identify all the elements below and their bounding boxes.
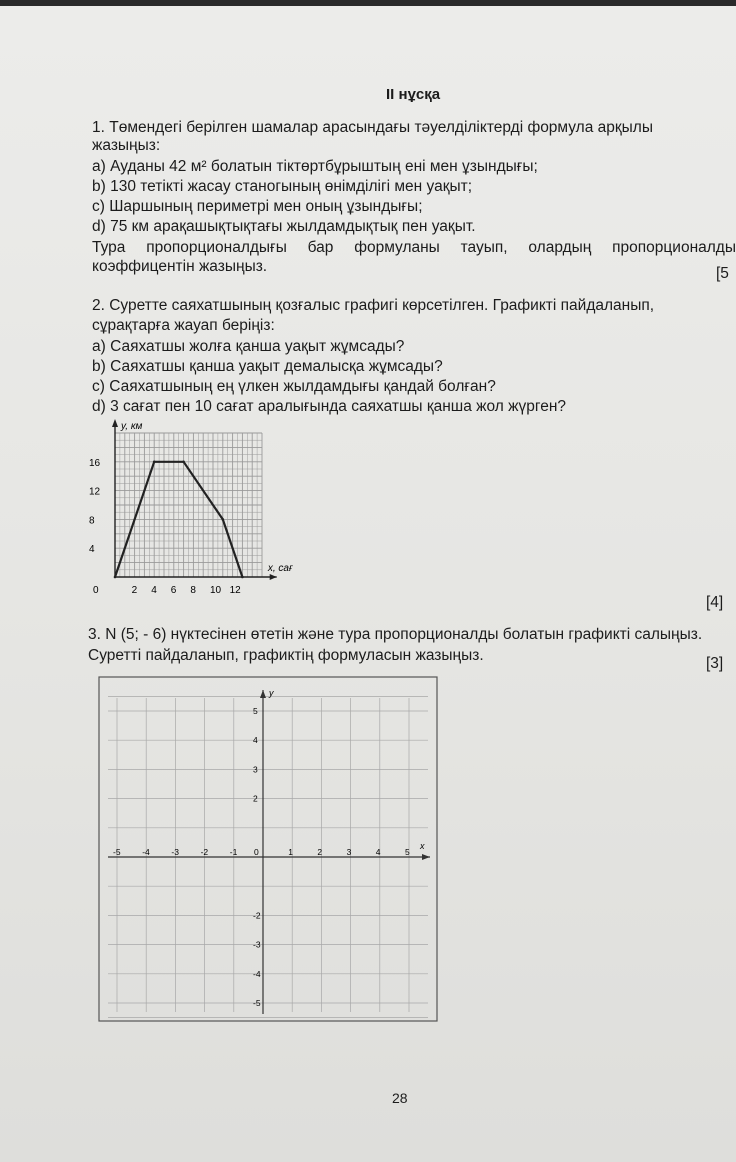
x-tick-label: 4 bbox=[151, 585, 157, 596]
y-tick-label: 16 bbox=[89, 457, 101, 469]
q2-item-a: a) Саяхатшы жолға қанша уақыт жұмсады? bbox=[92, 338, 405, 355]
q2-item-b: b) Саяхатшы қанша уақыт демалысқа жұмсады? bbox=[92, 358, 443, 375]
origin-label: 0 bbox=[254, 847, 259, 857]
y-axis-arrow bbox=[260, 690, 266, 698]
q1-line1: 1. Төмендегі берілген шамалар арасындағы тәуелділіктерді формула арқылы bbox=[92, 119, 653, 136]
q3-line1: 3. N (5; - 6) нүктесінен өтетін және тура пропорционалды болатын графикті салыңыз. bbox=[88, 626, 703, 643]
q1-task-word: олардың bbox=[528, 239, 592, 256]
data-point bbox=[182, 461, 185, 464]
q1-task-word: тауып, bbox=[460, 239, 508, 256]
q1-task-line2: коэффицентін жазыңыз. bbox=[92, 258, 268, 275]
q2-item-c: c) Саяхатшының ең үлкен жылдамдығы қандай болған? bbox=[92, 378, 496, 395]
coordinate-plane bbox=[98, 676, 438, 1022]
x-tick-label: -5 bbox=[113, 847, 121, 857]
q1-score: [5 bbox=[716, 265, 729, 282]
q1-task-word: формуланы bbox=[354, 239, 440, 256]
y-tick-label: -4 bbox=[253, 968, 261, 979]
x-tick-label: 6 bbox=[170, 585, 177, 596]
y-axis-label: y bbox=[269, 688, 274, 698]
travel-graph-svg bbox=[85, 415, 465, 605]
y-tick-label: 4 bbox=[253, 735, 258, 746]
x-axis-label: x, сағ bbox=[267, 563, 293, 574]
x-tick-label: 2 bbox=[131, 585, 138, 596]
variant-header: II нұсқа bbox=[386, 86, 441, 103]
x-tick-label: -1 bbox=[229, 847, 238, 857]
q1-task-word: Тура bbox=[92, 239, 126, 256]
x-axis-label: x bbox=[420, 841, 425, 851]
data-point bbox=[114, 576, 117, 579]
x-axis-arrow bbox=[422, 854, 430, 860]
q1-item-d: d) 75 км арақашықтықтағы жылдамдықтық пен уақыт. bbox=[92, 218, 476, 235]
q1-task-word: бар bbox=[307, 239, 334, 256]
x-tick-label: 4 bbox=[375, 847, 381, 857]
data-point bbox=[222, 518, 225, 521]
data-point bbox=[153, 461, 156, 464]
q3-score: [3] bbox=[706, 655, 724, 672]
coordinate-plane-svg bbox=[98, 676, 438, 1022]
q1-task-line bbox=[92, 238, 736, 257]
y-tick-label: 2 bbox=[253, 793, 258, 804]
q2-line1: 2. Суретте саяхатшының қозғалыс графигі көрсетілген. Графикті пайдаланып, bbox=[92, 297, 655, 314]
q2-score: [4] bbox=[706, 594, 724, 611]
y-tick-label: 5 bbox=[253, 706, 258, 716]
x-tick-label: -3 bbox=[171, 847, 179, 857]
y-tick-label: -3 bbox=[253, 939, 261, 950]
data-point bbox=[241, 576, 244, 579]
x-axis-arrow bbox=[270, 574, 277, 580]
x-tick-label: 12 bbox=[229, 585, 241, 596]
q1-item-a: a) Ауданы 42 м² болатын тіктөртбұрыштың ені мен ұзындығы; bbox=[92, 158, 538, 175]
x-tick-label: 10 bbox=[210, 585, 222, 596]
x-tick-label: 1 bbox=[288, 847, 293, 857]
travel-graph bbox=[85, 415, 465, 605]
y-axis-arrow bbox=[112, 419, 118, 427]
y-tick-label: -5 bbox=[253, 998, 261, 1008]
y-axis-label: y, км bbox=[121, 421, 143, 432]
y-tick-label: -2 bbox=[253, 910, 261, 921]
y-tick-label: 4 bbox=[89, 544, 95, 556]
q3-line2: Суретті пайдаланып, графиктің формуласын жазыңыз. bbox=[88, 647, 484, 664]
q1-task-word: пропорционалды bbox=[612, 239, 736, 256]
y-tick-label: 3 bbox=[253, 764, 258, 775]
page-number: 28 bbox=[392, 1090, 408, 1106]
x-tick-label: 3 bbox=[346, 847, 352, 857]
q2-item-d: d) 3 сағат пен 10 сағат аралығында саяхатшы қанша жол жүрген? bbox=[92, 398, 567, 415]
x-tick-label: 2 bbox=[317, 847, 323, 857]
q2-line2: сұрақтарға жауап беріңіз: bbox=[92, 317, 275, 334]
origin-label: 0 bbox=[93, 585, 99, 596]
y-tick-label: 8 bbox=[89, 515, 95, 527]
x-tick-label: 8 bbox=[190, 585, 196, 596]
q1-item-c: c) Шаршының периметрі мен оның ұзындығы; bbox=[92, 198, 423, 215]
x-tick-label: -2 bbox=[200, 847, 209, 857]
q1-line2: жазыңыз: bbox=[92, 137, 161, 154]
q1-item-b: b) 130 тетікті жасау станогының өнімділігі мен уақыт; bbox=[92, 178, 473, 195]
x-tick-label: -4 bbox=[142, 847, 150, 857]
x-tick-label: 5 bbox=[405, 847, 410, 857]
q1-task-word: пропорционалдығы bbox=[146, 239, 287, 256]
y-tick-label: 12 bbox=[89, 486, 101, 498]
